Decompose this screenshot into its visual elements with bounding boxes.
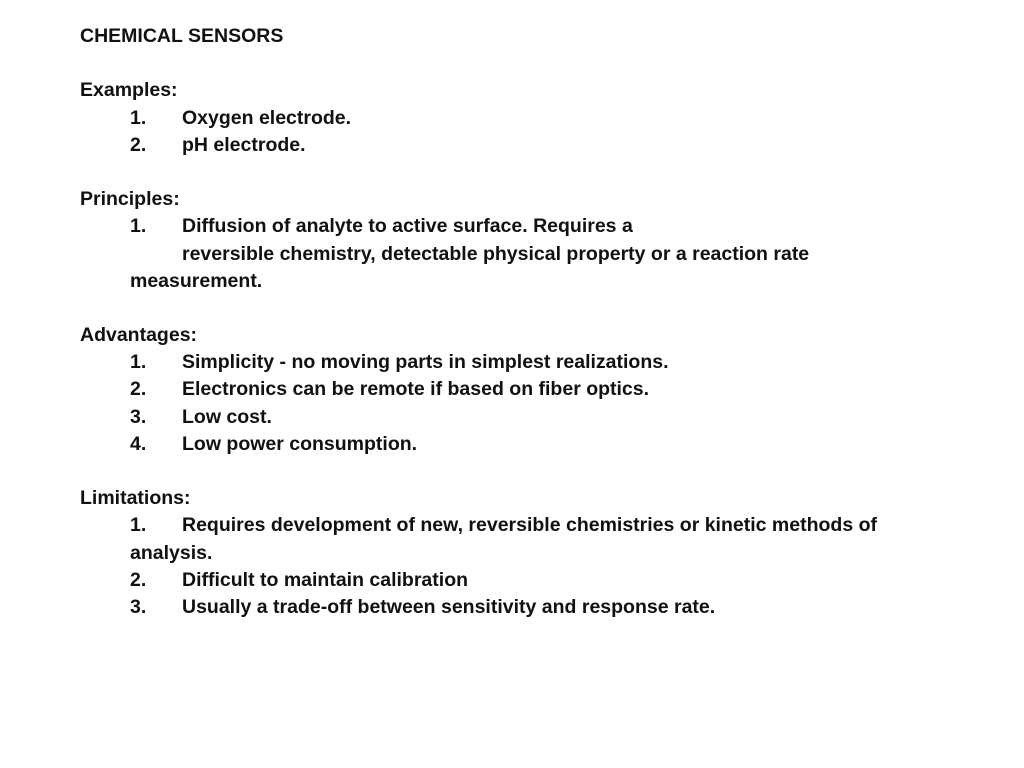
examples-item-1 [80,105,1010,132]
slide-title: CHEMICAL SENSORS [80,25,284,47]
principles-item-1 [80,213,1010,240]
item-number: 3. [130,405,147,428]
limitations-item-1-continuation: analysis. [130,541,213,564]
item-text: Low cost. [182,405,272,428]
item-text: Electronics can be remote if based on fiber optics. [182,378,650,401]
advantages-item-2 [80,376,1010,403]
item-number: 1. [130,215,147,238]
item-text: Diffusion of analyte to active surface. Requires a [182,215,633,238]
item-text: Difficult to maintain calibration [182,568,469,591]
item-number: 2. [130,568,147,591]
item-number: 2. [130,378,147,401]
principles-heading: Principles: [80,188,180,211]
item-text: Simplicity - no moving parts in simplest realizations. [182,351,669,374]
item-number: 1. [130,351,147,374]
item-number: 4. [130,432,147,455]
principles-item-1-continuation: reversible chemistry, detectable physical property or a reaction rate [182,242,810,265]
spacer [80,458,1010,485]
advantages-item-3 [80,404,1010,431]
examples-item-2 [80,132,1010,159]
item-number: 1. [130,514,147,537]
spacer [80,50,1010,77]
limitations-heading: Limitations: [80,487,191,510]
spacer [80,159,1010,186]
advantages-heading: Advantages: [80,324,198,347]
item-text: Requires development of new, reversible chemistries or kinetic methods of [182,514,877,537]
limitations-item-2 [80,567,1010,594]
item-text: pH electrode. [182,133,306,156]
item-number: 2. [130,133,147,156]
item-text: Low power consumption. [182,432,418,455]
item-text: Oxygen electrode. [182,106,352,129]
limitations-item-1 [80,512,1010,539]
slide-content [80,23,1010,621]
principles-item-1-continuation-2: measurement. [130,269,263,292]
examples-heading: Examples: [80,79,178,102]
item-number: 3. [130,595,147,618]
item-number: 1. [130,106,147,129]
advantages-item-4 [80,431,1010,458]
advantages-item-1 [80,349,1010,376]
limitations-item-3 [80,594,1010,621]
item-text: Usually a trade-off between sensitivity and response rate. [182,595,716,618]
spacer [80,295,1010,322]
